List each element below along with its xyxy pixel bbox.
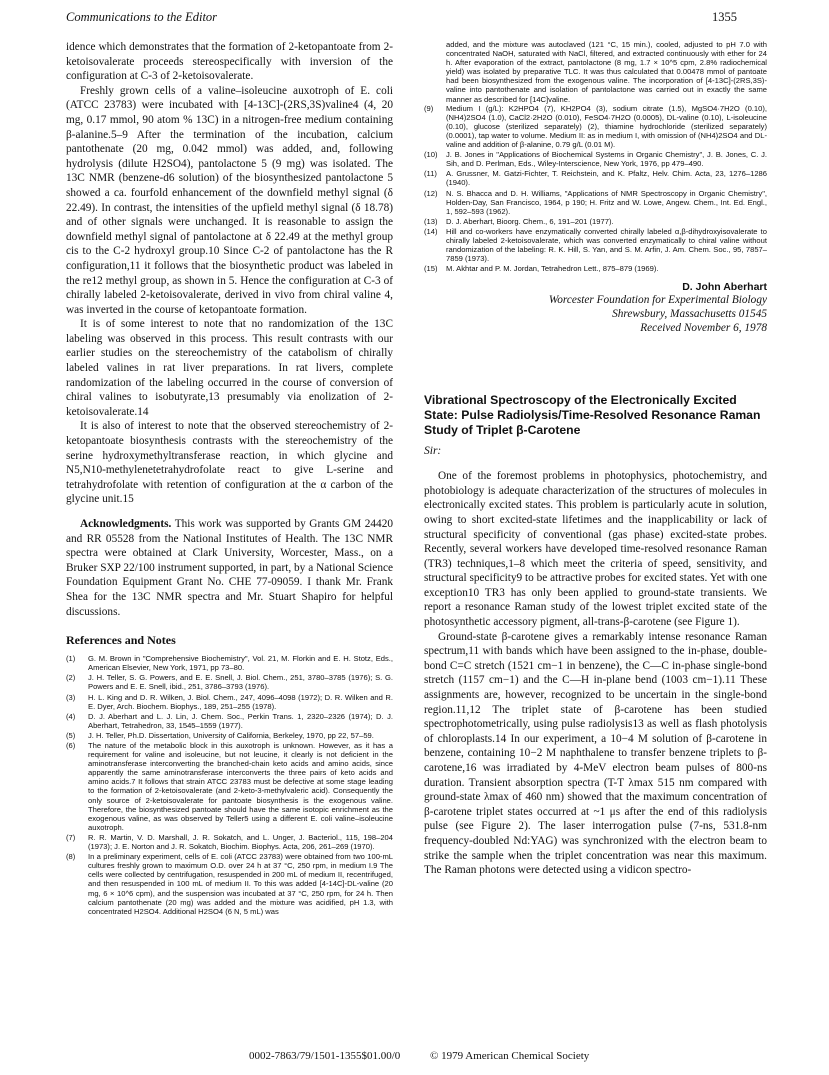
paragraph: Freshly grown cells of a valine–isoleucine auxotroph of E. coli (ATCC 23783) were incubated with [4-13C]-(2RS,3S)valine4 (4, 20 mg, 0.17 mmol, 90 atom % 13C) in a nitrogen-free medium containing β-alanine.5–9 After the termination of the incubation, calcium pantothenate (20 mg, 0.042 mmol) was added, and, following hydrolysis (dilute H2SO4), pantolactone 5 (9 mg) was isolated. The 13C NMR (benzene-d6 solution) of the biosynthesized pantolactone 5 showed a ca. fourfold enhancement of the downfield methyl signal (δ 22.49). In contrast, the intensities of the upfield methyl signal (δ 18.78) and of other signals were unchanged. It is reasonable to assign the downfield methyl signal of pantolactone at δ 22.49 at the methyl group cis to the C-2 hydroxyl group.10 Since C-2 of pantolactone has the R configuration,11 it follows that the biosynthetic product was labeled in the re12 methyl group, as shown in 5. Hence the configuration at C-3 of chirally labeled 2-ketoisovalerate, derived in vivo from chiral valine 4, was inverted in the course of ketopantoate formation. bbox=[66, 84, 393, 316]
acknowledgments-text: This work was supported by Grants GM 24420 and RR 05528 from the National Institutes of Health. The 13C NMR spectra were obtained at Clark University, Worcester, Mass., on a Bruker SXP 22/100 instrument supported, in part, by a National Science Foundation Equipment Grant No. CHE 77-09059. I thank Mr. Frank Shea for the 13C NMR spectra and Mr. Stuart Shapiro for helpful discussions. bbox=[66, 518, 393, 618]
reference-item bbox=[66, 673, 393, 691]
references-right-items bbox=[424, 104, 767, 274]
reference-text: J. H. Teller, Ph.D. Dissertation, University of California, Berkeley, 1970, pp 22, 57–59. bbox=[88, 730, 374, 740]
references-list-left bbox=[66, 654, 393, 916]
reference-text: The nature of the metabolic block in this auxotroph is unknown. However, as it has a requirement for valine and isoleucine, but not leucine, it clearly is not deficient in the aminotransferase interconverting the branched-chain keto acids and amino acids, since apparently the same aminotransferase interconverts the three pairs of keto acids and amino acids.7 It follows that strain ATCC 23783 must be defective at some stage leading to the formation of 2-ketoisovalerate (and 2-keto-3-methylvaleric acid). Consequently the only source of 2-ketoisovalerate for pantoate biosynthesis is the exogenous valine. Therefore, the biosynthesized pantoate should have the same isotopic enrichment as the exogenous valine, as was observed by Teller5 using a different E. coli valine–isoleucine auxotroph. bbox=[88, 741, 393, 832]
references-list-right bbox=[424, 40, 767, 273]
reference-item bbox=[66, 731, 393, 740]
paragraph: It is of some interest to note that no randomization of the 13C labeling was observed in this process. This result contrasts with our earlier studies on the stereochemistry of the catabolism of chirally labeled valines in rat liver preparations. In rat livers, complete randomization of the labeling occurred in the course of conversion of chiral valines to isobutyrate,13 presumably via enolization of 2-ketoisovalerate.14 bbox=[66, 318, 393, 418]
reference-number: (14) bbox=[424, 226, 438, 236]
body-text-right bbox=[424, 469, 767, 878]
reference-text: A. Grussner, M. Gatzi-Fichter, T. Reichstein, and K. Pfaltz, Helv. Chim. Acta, 23, 1276–1286 (1940). bbox=[446, 169, 767, 188]
reference-item bbox=[424, 217, 767, 226]
reference-number: (1) bbox=[66, 654, 76, 664]
reference-number: (12) bbox=[424, 188, 438, 198]
reference-number: (5) bbox=[66, 730, 76, 740]
reference-item bbox=[424, 227, 767, 263]
salutation: Sir: bbox=[424, 445, 442, 458]
reference-text: N. S. Bhacca and D. H. Williams, "Applications of NMR Spectroscopy in Organic Chemistry", Holden-Day, San Francisco, 1964, p 190; H. Fritz and W. Lowe, Angew. Chem., Int. Ed. Engl., 1, 592–593 (1962). bbox=[446, 188, 767, 216]
author-name: D. John Aberhart bbox=[682, 281, 767, 294]
paragraph: Ground-state β-carotene gives a remarkably intense resonance Raman spectrum,11 with bands which have been assigned to the in-phase, double-bond C=C stretch (1521 cm−1 in benzene), the C—C in-phase single-bond stretch (1157 cm−1) and the C—H in-plane bend (1003 cm−1).11 These assignments are, however, recognized to be uncertain in the single-bond region.11,12 The triplet state of β-carotene has been studied spectrophotometrically, using pulse radiolysis13 as well as flash photolysis of chloroplasts.14 In our experiment, a 10−4 M solution of β-carotene in benzene, containing 10−2 M naphthalene to transfer benzene triplets to β-carotene,16 was irradiated by 4-MeV electron beam pulses of 800-ns duration. Transient absorption spectra (T-T λmax 515 nm compared with ground-state λmax of 460 nm) showed that the maximum concentration of β-carotene triplet states occurred at ~1 μs after the end of this radiolysis pulse (see Figure 2). The laser interrogation pulse (7-ns, 531.8-nm frequency-doubled Nd:YAG) was synchronized with the electron beam to strike the sample when the triplet concentration was near this maximum. The Raman photons were detected using a vidicon spectro- bbox=[424, 630, 767, 877]
left-column bbox=[66, 40, 393, 917]
author-signature bbox=[424, 281, 767, 335]
reference-item bbox=[424, 104, 767, 149]
reference-item bbox=[424, 264, 767, 273]
received-date: Received November 6, 1978 bbox=[640, 322, 767, 335]
reference-text: R. R. Martin, V. D. Marshall, J. R. Sokatch, and L. Unger, J. Bacteriol., 115, 198–204 (1973); J. E. Norton and J. R. Sokatch, Biochim. Biophys. Acta, 206, 261–269 (1970). bbox=[88, 832, 393, 852]
reference-number: (9) bbox=[424, 103, 434, 113]
reference-item bbox=[424, 169, 767, 187]
author-location: Shrewsbury, Massachusetts 01545 bbox=[612, 308, 767, 321]
reference-number: (6) bbox=[66, 741, 76, 750]
reference-text: M. Akhtar and P. M. Jordan, Tetrahedron Lett., 875–879 (1969). bbox=[446, 264, 659, 274]
reference-number: (13) bbox=[424, 216, 438, 226]
article-title: Vibrational Spectroscopy of the Electronically Excited State: Pulse Radiolysis/Time-Resolved Resonance Raman Study of Triplet β-Carotene bbox=[424, 393, 761, 437]
reference-item bbox=[66, 833, 393, 851]
reference-item bbox=[424, 150, 767, 168]
reference-text: G. M. Brown in "Comprehensive Biochemistry", Vol. 21, M. Florkin and E. H. Stotz, Eds., American Elsevier, New York, 1971, pp 73–80. bbox=[88, 654, 393, 673]
reference-text: Medium I (g/L): K2HPO4 (7), KH2PO4 (3), sodium citrate (1.5), MgSO4·7H2O (0.10), (NH4)2SO4 (1.0), CaCl2·2H2O (0.010), FeSO4·7H2O (0.0005), DL-valine (0.10), L-isoleucine (0.10), glucose (sterilized separately) (2), thiamine hydrochloride (sterilized separately) (0.0001), tap water to volume. Medium II: as in medium I, with omission of (NH4)2SO4 and DL-valine and addition of β-alanine, 0.79 g/L (0.01 M). bbox=[446, 103, 767, 150]
reference-item bbox=[66, 654, 393, 672]
page-number: 1355 bbox=[712, 10, 737, 24]
reference-number: (15) bbox=[424, 264, 438, 274]
footer-code: 0002-7863/79/1501-1355$01.00/0 bbox=[249, 1050, 401, 1062]
footer-copyright: © 1979 American Chemical Society bbox=[430, 1050, 590, 1062]
references-heading: References and Notes bbox=[66, 633, 176, 648]
reference-item bbox=[66, 852, 393, 916]
reference-item bbox=[66, 741, 393, 832]
reference-item bbox=[424, 189, 767, 216]
paragraph: idence which demonstrates that the formation of 2-ketopantoate from 2-ketoisovalerate proceeds stereospecifically with inversion of the configuration at C-3 of 2-ketoisovalerate. bbox=[66, 41, 393, 83]
reference-continuation: added, and the mixture was autoclaved (121 °C, 15 min.), cooled, adjusted to pH 7.0 with concentrated NaOH, saturated with NaCl, filtered, and extracted continuously with ether for 24 h. After evaporation of the extract, pantolactone (8 mg, 1.7 × 10^5 cpm, 2.8% radiochemical yield) was isolated by preparative TLC. It was thus calculated that 0.00478 mmol of pantoate had been biosynthesized from the exogenous valine. The incorporation of [4-13C]-(2RS,3S)-valine into pantothenate and isolation of pantolactone was carried out in exactly the same manner as described for [14C]valine. bbox=[446, 40, 767, 104]
acknowledgments bbox=[66, 517, 393, 619]
reference-number: (10) bbox=[424, 150, 438, 160]
reference-text: D. J. Aberhart and L. J. Lin, J. Chem. Soc., Perkin Trans. 1, 2320–2326 (1974); D. J. Aberhart, Tetrahedron, 33, 1545–1559 (1977). bbox=[88, 711, 393, 730]
reference-item bbox=[66, 693, 393, 711]
right-column bbox=[424, 40, 767, 878]
reference-number: (3) bbox=[66, 692, 76, 702]
reference-item bbox=[66, 712, 393, 730]
reference-number: (8) bbox=[66, 852, 76, 862]
running-header-journal: Communications to the Editor bbox=[66, 10, 218, 24]
reference-text: J. B. Jones in "Applications of Biochemical Systems in Organic Chemistry", J. B. Jones, C. J. Sih, and D. Perlman, Eds., Wiley-Interscience, New York, 1976, pp 479–490. bbox=[446, 150, 767, 169]
paragraph: One of the foremost problems in photophysics, photochemistry, and photobiology is adequate characterization of the structures of molecules in electronically excited states. This problem is particularly acute in solution, owing to short excited-state lifetimes and the inapplicability or lack of structural specificity of conventional (gas phase) excited-state probes. Recently, several workers have developed time-resolved resonance Raman (TR3) techniques,1–8 which meet the criteria of speed, sensitivity, and structural specificity9 to be attractive probes for excited states. Yet with one exception10 TR3 has only been applied to ground-state transients. We report a resonance Raman study of the lowest triplet excited state of the photosynthetic accessory pigment, all-trans-β-carotene (see Figure 1). bbox=[424, 470, 767, 629]
reference-text: In a preliminary experiment, cells of E. coli (ATCC 23783) were obtained from two 100-mL cultures freshly grown to maximum O.D. over 24 h at 37 °C, 250 rpm, in medium I.9 The cells were collected by centrifugation, resuspended in 200 mL of medium II, recentrifuged, and then resuspended in 100 mL of medium II. To this was added [4-14C]-DL-valine (20 mg, 6 × 10^6 cpm), and the suspension was incubated at 37 °C, 250 rpm, for 24 h. Then calcium pantothenate (20 mg) was added and the mixture was acidified, pH 1.3, with concentrated H2SO4. Additional H2SO4 (6 N, 5 mL) was bbox=[88, 852, 393, 916]
reference-number: (2) bbox=[66, 673, 76, 683]
reference-number: (11) bbox=[424, 169, 437, 179]
reference-text: Hill and co-workers have enzymatically converted chirally labeled α,β-dihydroxyisovalerate to chirally labeled 2-ketoisovalerate, which was converted enzymatically to chiral valine without randomization of the labeling: R. K. Hill, S. Yan, and S. M. Arfin, J. Am. Chem. Soc., 95, 7857–7859 (1973). bbox=[446, 226, 767, 264]
acknowledgments-label: Acknowledgments. bbox=[80, 518, 172, 530]
body-text-left bbox=[66, 40, 393, 619]
paragraph: It is also of interest to note that the observed stereochemistry of 2-ketopantoate biosynthesis contrasts with the stereochemistry of the serine hydroxymethyltransferase reaction, in which glycine and N5,N10-methylenetetrahydrofolate react to give L-serine and tetrahydrofolate with retention of configuration at the α carbon of the glycine unit.15 bbox=[66, 420, 393, 506]
reference-number: (7) bbox=[66, 832, 76, 842]
author-institution: Worcester Foundation for Experimental Biology bbox=[548, 294, 767, 307]
reference-text: H. L. King and D. R. Wilken, J. Biol. Chem., 247, 4096–4098 (1972); D. R. Wilken and R. E. Dyer, Arch. Biochem. Biophys., 189, 251–255 (1978). bbox=[88, 692, 393, 711]
reference-number: (4) bbox=[66, 711, 76, 721]
reference-text: D. J. Aberhart, Bioorg. Chem., 6, 191–201 (1977). bbox=[446, 216, 614, 226]
reference-text: J. H. Teller, S. G. Powers, and E. E. Snell, J. Biol. Chem., 251, 3780–3785 (1976); S. G. Powers and E. E. Snell, ibid., 251, 3786–3793 (1976). bbox=[88, 673, 393, 692]
